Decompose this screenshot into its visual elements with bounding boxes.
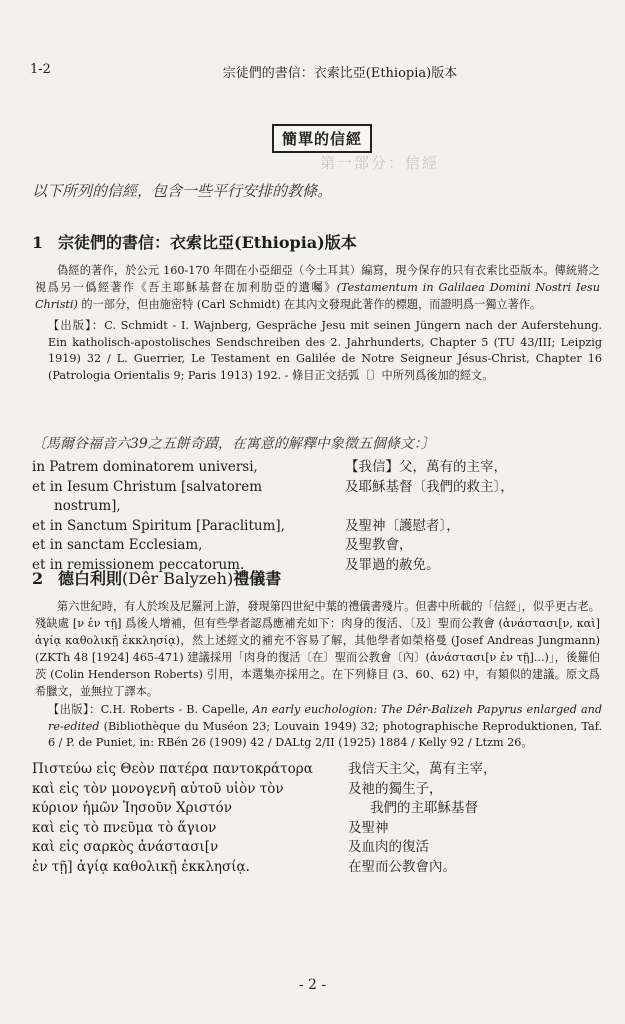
- reference-label: 【出版】: [48, 703, 90, 716]
- creed-line: et in Iesum Christum [salvatorem: [32, 478, 263, 495]
- running-title: 宗徒們的書信：衣索比亞(Ethiopia)版本: [222, 66, 458, 81]
- reference-text: (Bibliothèque du Muséon 23; Louvain 1949) 32; photographische Reproduktionen, Taf. 6 / P. de Puniet, in: RBén 26 (1909) 42 / DALtg 2/II (1925) 1884 / Kelly 92 / Ltzm 26。: [48, 719, 602, 749]
- creed-2-greek: [32, 760, 313, 877]
- creed-line: 及耶穌基督〔我們的救主〕，: [345, 478, 514, 495]
- paragraph-italic: (Testamentum in Galilaea Domini Nostri Iesu Christi): [35, 281, 600, 311]
- reference-label: 【出版】: [48, 319, 92, 332]
- page-number: - 2 -: [298, 977, 327, 993]
- section-1-paragraph: [35, 262, 600, 313]
- creed-line: 及聖神: [348, 819, 389, 836]
- section-2-reference: [48, 702, 602, 752]
- creed-line: 我們的主耶穌基督: [370, 800, 478, 816]
- creed-line: et in Sanctum Spiritum [Paraclitum],: [32, 517, 285, 534]
- creed-line: 及聖神〔護慰者〕，: [345, 517, 460, 534]
- creed-1-chinese: [345, 458, 514, 575]
- creed-line: 及血肉的復活: [348, 839, 429, 855]
- section-number: 2: [32, 569, 44, 588]
- creed-line: 【我信】父，萬有的主宰，: [345, 459, 507, 475]
- parenthetical-note: 〔馬爾谷福音六39之五餅奇蹟，在寓意的解釋中象徵五個條文：〕: [32, 436, 435, 452]
- creed-line: καὶ εἰς τὸ πνεῦμα τὸ ἅγιον: [32, 819, 217, 836]
- boxed-title: 簡單的信經: [272, 124, 372, 153]
- creed-line: 及罪過的赦免。: [345, 556, 440, 573]
- creed-line: 我信天主父，萬有主宰，: [348, 761, 497, 777]
- creed-line: ἐν τῇ] ἁγίᾳ καθολικῇ ἐκκλησίᾳ.: [32, 858, 250, 875]
- creed-line: 及祂的獨生子，: [348, 780, 443, 797]
- creed-line: et in sanctam Ecclesiam,: [32, 537, 203, 553]
- section-1-heading: [32, 230, 357, 253]
- section-title: 宗徒們的書信：衣索比亞(Ethiopia)版本: [58, 233, 357, 252]
- reference-text: ：C.H. Roberts - B. Capelle,: [89, 703, 253, 716]
- section-title-latin: (Dêr Balyzeh): [122, 569, 234, 588]
- creed-line: καὶ εἰς σαρκὸς ἀνάστασι[ν: [32, 839, 219, 855]
- creed-2-chinese: [348, 760, 497, 877]
- section-title-suffix: 禮儀書: [233, 569, 282, 588]
- section-2-paragraph: 第六世紀時，有人於埃及尼羅河上游，發現第四世紀中葉的禮儀書殘片。但書中所載的「信經」，似乎更古老。殘缺處 [ν ἐν τῇ] 爲後人增補，但有些學者認爲應補充如下：肉身的復活、〔及〕聖而公教會 (ἀνάστασι[ν, καὶ] ἁγίᾳ καθολικῇ ἐκκλησίᾳ)，然上述經文的補充不容易了解，其他學者如榮格曼 (Josef Andreas Jungmann) (ZKTh 48 [1924] 465-471) 建議採用「肉身的復活〔在〕聖而公教會〔內〕(ἀνάστασι[ν ἐν τῇ]...)」，後羅伯茨 (Colin Henderson Roberts) 引用，本選集亦採用之。在下列條目 (3、60、62) 中，有類似的建議。原文爲希臘文，並無拉丁譯本。: [35, 600, 600, 698]
- section-2-heading: [32, 566, 281, 589]
- page-reference: 1-2: [30, 62, 51, 77]
- reference-text: ：C. Schmidt - I. Wajnberg, Gespräche Jesu mit seinen Jüngern nach der Auferstehung. Ein katholisch-apostolisches Sendschreiben des 2. Jahrhunderts, Chapter 5 (TU 43/III; Leipzig 1919) 32 / L. Guerrier, Le Testament en Galilée de Notre Seigneur Jésus-Christ, Chapter 16 (Patrologia Orientalis 9; Paris 1913) 192. - 條目正文括弧〔〕中所列爲後加的經文。: [48, 319, 602, 382]
- bleed-through-text: 第一部分：信經: [320, 154, 440, 172]
- creed-line: [345, 497, 514, 517]
- creed-line: in Patrem dominatorem universi,: [32, 459, 258, 475]
- creed-line: καὶ εἰς τὸν μονογενῆ αὐτοῦ υἱὸν τὸν: [32, 780, 284, 797]
- paragraph-text: 偽經的著作，於公元 160-170 年間在小亞細亞（今土耳其）編寫，現今保存的只有衣索比亞版本。傳統將之視爲另一僞經著作《吾主耶穌基督在加利肋亞的遺囑》: [35, 264, 600, 294]
- section-title: 德白利則: [58, 569, 123, 588]
- creed-line: 在聖而公教會內。: [348, 858, 456, 875]
- creed-line: κύριον ἡμῶν Ἰησοῦν Χριστόν: [32, 800, 232, 816]
- intro-text: 以下所列的信經，包含一些平行安排的教條。: [32, 182, 333, 200]
- creed-line: et in remissionem peccatorum.: [32, 556, 245, 573]
- paragraph-text: 的一部分，但由施密特 (Carl Schmidt) 在其內文發現此著作的標題，而證明爲一獨立著作。: [77, 298, 542, 311]
- creed-1-latin: [32, 458, 285, 575]
- creed-line: 及聖教會，: [345, 537, 413, 553]
- section-number: 1: [32, 233, 44, 252]
- section-1-reference: [48, 318, 602, 384]
- creed-line: nostrum],: [54, 498, 121, 514]
- creed-line: Πιστεύω εἰς Θεὸν πατέρα παντοκράτορα: [32, 761, 313, 777]
- reference-title: An early euchologion: The Dêr-Balizeh Papyrus enlarged and re-edited: [48, 703, 602, 733]
